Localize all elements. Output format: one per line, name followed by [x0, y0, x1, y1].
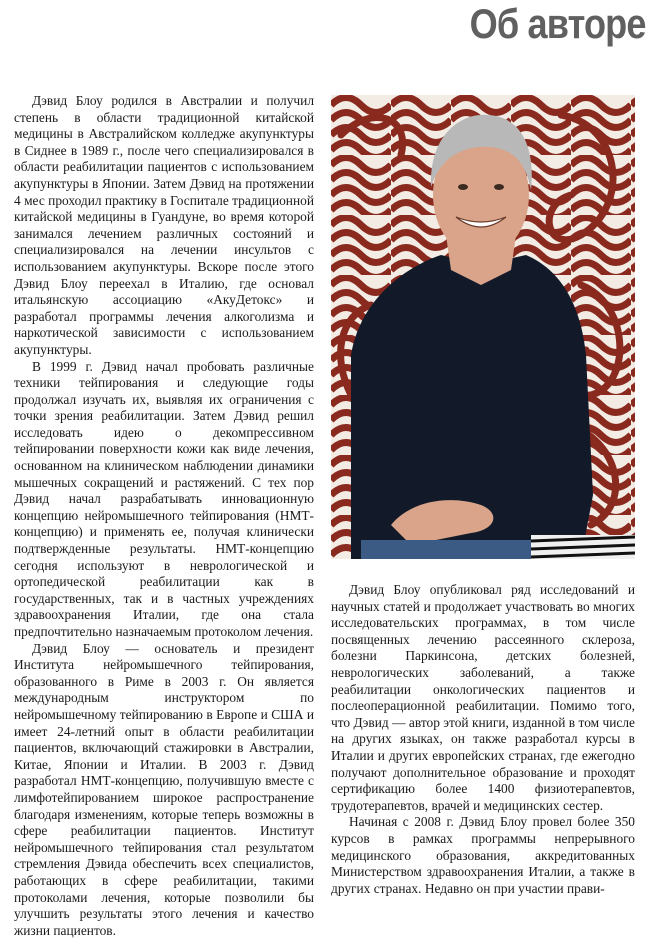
- page-title: Об авторе: [470, 0, 646, 47]
- author-portrait-icon: [331, 95, 635, 559]
- bio-paragraph-1: Дэвид Блоу родился в Австралии и получил степень в области традиционной китайской медицины в Австралийском колледже акупунктуры в Сиднее в 1989 г., после чего специализировался в области реабилитации пациентов с использованием акупунктуры в Японии. Затем Дэвид на протяжении 4 мес проходил практику в Госпитале традиционной китайской медицины в Гуандуне, во время которой занимался лечением различных состояний и специализировался на лечении инсультов с использованием акупунктуры. Вскоре после этого Дэвид Блоу переехал в Италию, где основал итальянскую ассоциацию «АкуДетокс» и разработал программы лечения алкоголизма и наркотической зависимости с использованием акупунктуры.: [14, 93, 314, 357]
- author-portrait-photo: [331, 95, 635, 559]
- left-text-column: [14, 93, 314, 939]
- zebra-cushion: [531, 535, 635, 559]
- bio-paragraph-2: В 1999 г. Дэвид начал пробовать различные техники тейпирования и следующие годы продолжал изучать их, выявляя их ограничения с точки зрения реабилитации. Затем Дэвид решил исследовать идею о декомпрессивном тейпировании поверхности кожи как виде лечения, основанном на клиническом наблюдении динамики мышечных сокращений и растяжений. С тех пор Дэвид начал разрабатывать инновационную концепцию нейромышечного тейпирования (НМТ-концепцию) и применять ее, получая клинически подтвержденные результаты. НМТ-концепцию сегодня используют в неврологической и ортопедической реабилитации как в государственных, так и в частных учреждениях здравоохранения Италии, где она стала предпочтительно назначаемым протоколом лечения.: [14, 358, 314, 639]
- right-text-column: [331, 582, 635, 897]
- bio-paragraph-4: Дэвид Блоу опубликовал ряд исследований и научных статей и продолжает участвовать во многих исследовательских программах, в том числе посвященных лечению рассеянного склероза, болезни Паркинсона, детских болезней, неврологических заболеваний, а также реабилитации онкологических пациентов и послеоперационной реабилитации. Помимо того, что Дэвид — автор этой книги, изданной в том числе на других языках, он также разработал курсы в Италии и других европейских странах, где ежегодно получают дополнительное образование и проходят сертификацию более 1400 физиотерапевтов, трудотерапевтов, врачей и медицинских сестер.: [331, 582, 635, 813]
- bio-paragraph-3: Дэвид Блоу — основатель и президент Института нейромышечного тейпирования, образованного в Риме в 2003 г. Он является международным инструктором по нейромышечному тейпированию в Европе и США и имеет 24-летний опыт в области реабилитации пациентов, включающий стажировки в Австралии, Китае, Японии и Италии. В 2003 г. Дэвид разработал НМТ-концепцию, получившую вместе с лимфотейпированием широкое распространение благодаря изменениям, которые теперь возможны в сфере реабилитации пациентов. Институт нейромышечного тейпирования стал результатом стремления Дэвида обеспечить всех специалистов, работающих в сфере реабилитации, такими протоколами лечения, которые позволили бы улучшить результаты этого лечения и качество жизни пациентов.: [14, 640, 314, 938]
- bio-paragraph-5: Начиная с 2008 г. Дэвид Блоу провел более 350 курсов в рамках программы непрерывного медицинского образования, аккредитованных Министерством здравоохранения Италии, а также в других странах. Недавно он при участии прави-: [331, 814, 635, 896]
